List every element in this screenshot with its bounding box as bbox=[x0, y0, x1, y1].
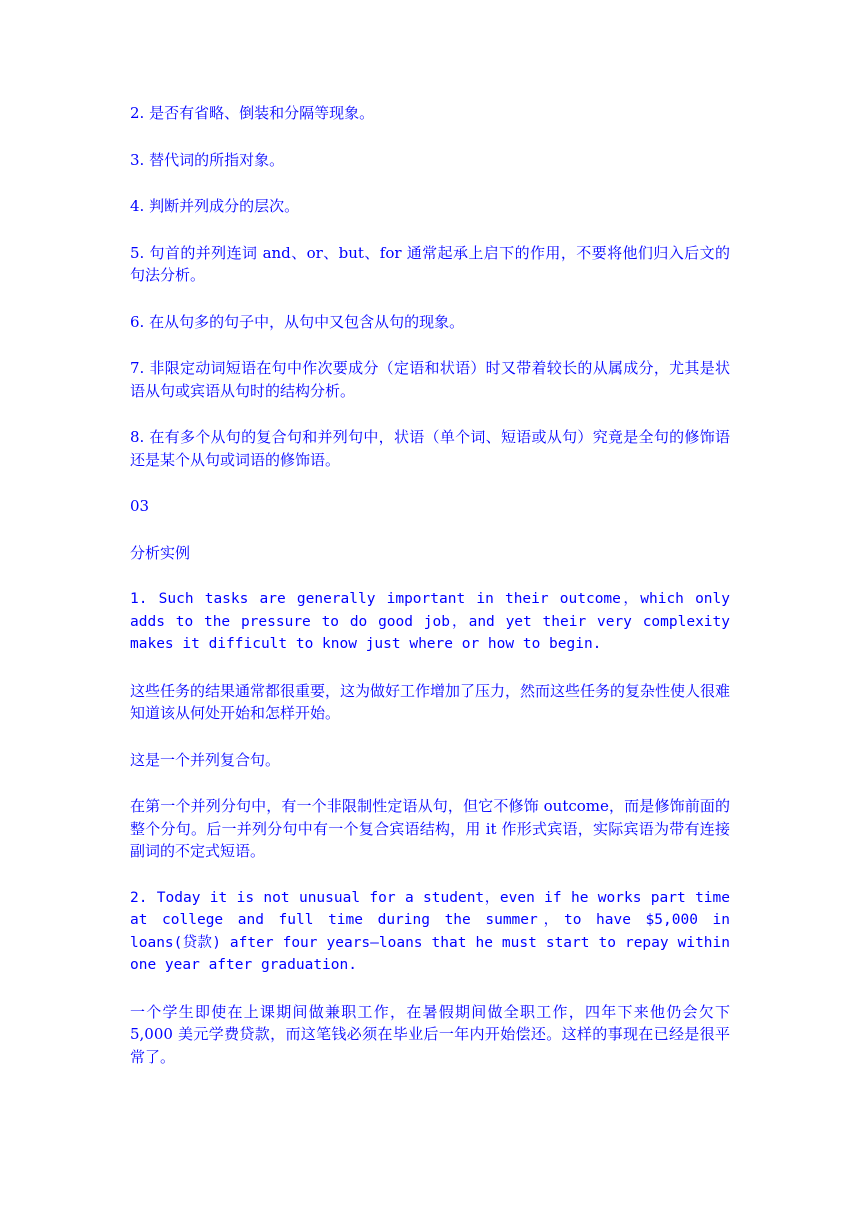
example-1-type: 这是一个并列复合句。 bbox=[130, 750, 281, 769]
document-page bbox=[130, 102, 730, 1092]
list-item-5: 5. 句首的并列连词 and、or、but、for 通常起承上启下的作用，不要将他们归入后文的句法分析。 bbox=[130, 243, 730, 284]
example-2-english: 2. Today it is not unusual for a student，even if he works part time at college and full time during the summer，to have $5,000 in loans(贷款) after four years—loans that he must start to repay within one year after graduation. bbox=[130, 889, 730, 973]
list-item-2: 2. 是否有省略、倒装和分隔等现象。 bbox=[130, 104, 375, 122]
list-item-8: 8. 在有多个从句的复合句和并列句中，状语（单个词、短语或从句）究竟是全句的修饰语还是某个从句或词语的修饰语。 bbox=[130, 428, 730, 469]
example-1-translation: 这些任务的结果通常都很重要，这为做好工作增加了压力，然而这些任务的复杂性使人很难知道该从何处开始和怎样开始。 bbox=[130, 681, 731, 722]
section-heading: 分析实例 bbox=[130, 543, 191, 562]
list-item-3: 3. 替代词的所指对象。 bbox=[130, 150, 285, 169]
example-1-english: 1. Such tasks are generally important in their outcome，which only adds to the pressure to do good job，and yet their very complexity makes it difficult to know just where or how to begin. bbox=[130, 591, 730, 652]
example-2-translation: 一个学生即使在上课期间做兼职工作，在暑假期间做全职工作，四年下来他仍会欠下 5,000 美元学费贷款，而这笔钱必须在毕业后一年内开始偿还。这样的事现在已经是很平常了。 bbox=[130, 1002, 730, 1066]
example-1-analysis: 在第一个并列分句中，有一个非限制性定语从句，但它不修饰 outcome，而是修饰前面的整个分句。后一并列分句中有一个复合宾语结构，用 it 作形式宾语，实际宾语为带有连接副词的不定式短语。 bbox=[130, 797, 730, 860]
list-item-7: 7. 非限定动词短语在句中作次要成分（定语和状语）时又带着较长的从属成分，尤其是状语从句或宾语从句时的结构分析。 bbox=[130, 359, 730, 400]
section-number: 03 bbox=[130, 497, 150, 515]
list-item-4: 4. 判断并列成分的层次。 bbox=[130, 197, 300, 215]
list-item-6: 6. 在从句多的句子中，从句中又包含从句的现象。 bbox=[130, 312, 465, 331]
